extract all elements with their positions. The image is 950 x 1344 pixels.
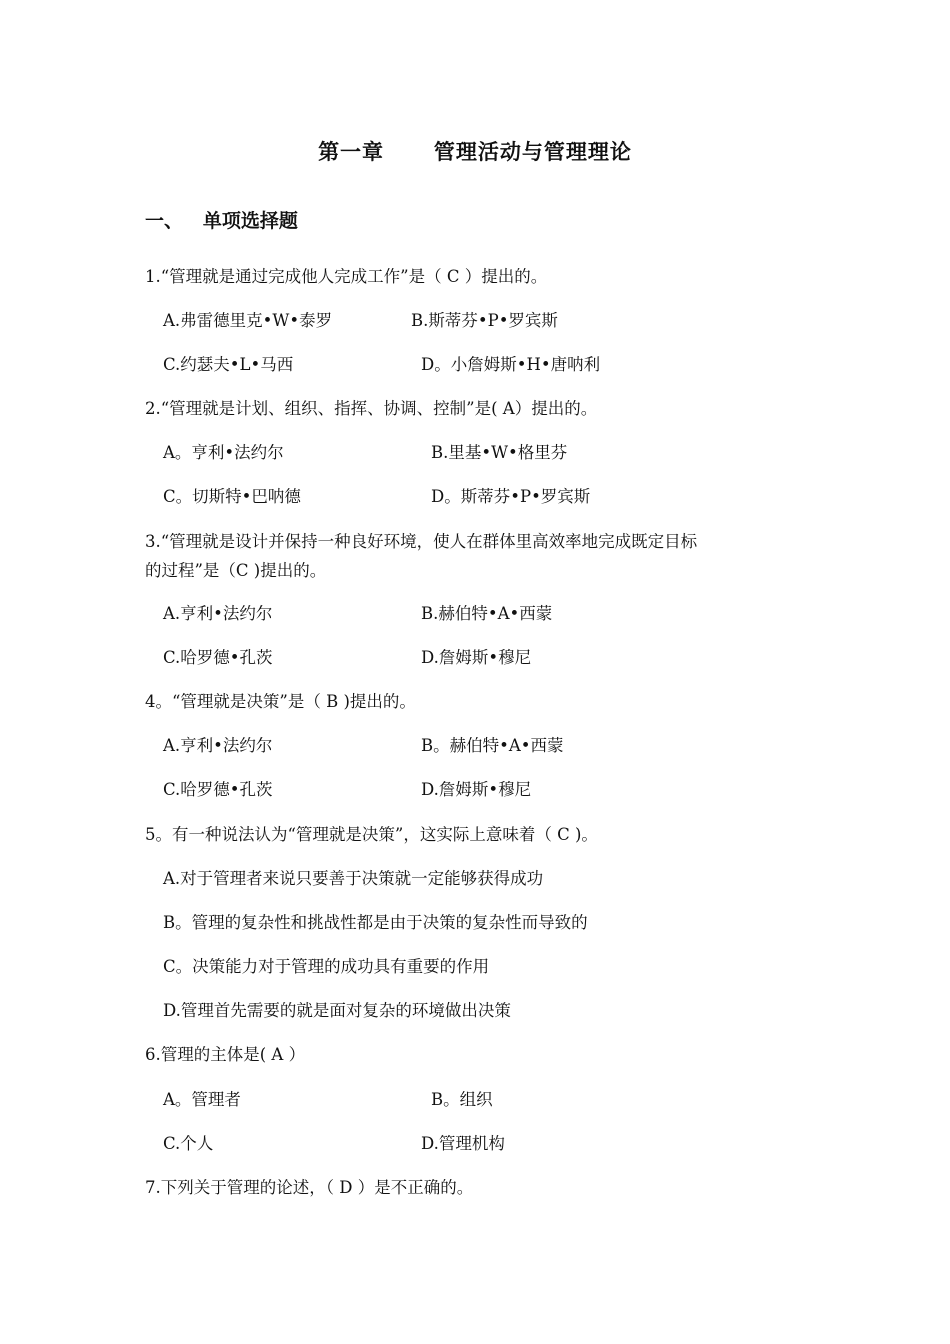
question-3-stem-line-1: 3.“管理就是设计并保持一种良好环境，使人在群体里高效率地完成既定目标: [145, 532, 698, 551]
question-1-option-c: C.约瑟夫•L•马西: [163, 355, 294, 374]
question-6-option-c: C.个人: [163, 1134, 214, 1153]
question-6-stem: 6.管理的主体是( A ）: [145, 1045, 306, 1064]
question-5-option-a: A.对于管理者来说只要善于决策就一定能够获得成功: [163, 869, 544, 888]
question-2-option-b: B.里基•W•格里芬: [431, 443, 568, 462]
question-2-option-a: A。亨利•法约尔: [163, 443, 284, 462]
question-3-option-c: C.哈罗德•孔茨: [163, 648, 273, 667]
question-1-option-b: B.斯蒂芬•P•罗宾斯: [411, 311, 558, 330]
question-3-option-a: A.亨利•法约尔: [163, 604, 273, 623]
question-3-stem-line-2: 的过程”是（C )提出的。: [145, 561, 327, 580]
question-4-option-b: B。赫伯特•A•西蒙: [421, 736, 564, 755]
question-5-option-d: D.管理首先需要的就是面对复杂的环境做出决策: [163, 1001, 511, 1020]
question-6-option-d: D.管理机构: [421, 1134, 505, 1153]
question-5-option-c: C。决策能力对于管理的成功具有重要的作用: [163, 957, 490, 976]
question-4-option-d: D.詹姆斯•穆尼: [421, 780, 532, 799]
question-2-option-d: D。斯蒂芬•P•罗宾斯: [431, 487, 591, 506]
question-4-stem: 4。“管理就是决策”是（ B )提出的。: [145, 692, 416, 711]
question-1-stem: 1.“管理就是通过完成他人完成工作”是（ C ）提出的。: [145, 267, 548, 286]
question-1-option-a: A.弗雷德里克•W•泰罗: [163, 311, 333, 330]
question-6-option-a: A。管理者: [163, 1090, 241, 1109]
question-5-stem: 5。有一种说法认为“管理就是决策”，这实际上意味着（ C )。: [145, 825, 598, 844]
question-2-option-c: C。切斯特•巴呐德: [163, 487, 301, 506]
question-2-stem: 2.“管理就是计划、组织、指挥、协调、控制”是( A）提出的。: [145, 399, 598, 418]
question-3-option-b: B.赫伯特•A•西蒙: [421, 604, 553, 623]
section-title: 一、 单项选择题: [145, 210, 298, 232]
question-7-stem: 7.下列关于管理的论述，（ D ）是不正确的。: [145, 1178, 474, 1197]
question-4-option-a: A.亨利•法约尔: [163, 736, 273, 755]
question-5-option-b: B。管理的复杂性和挑战性都是由于决策的复杂性而导致的: [163, 913, 588, 932]
question-3-option-d: D.詹姆斯•穆尼: [421, 648, 532, 667]
question-4-option-c: C.哈罗德•孔茨: [163, 780, 273, 799]
question-1-option-d: D。小詹姆斯•H•唐呐利: [421, 355, 601, 374]
question-6-option-b: B。组织: [431, 1090, 493, 1109]
chapter-title: 第一章 管理活动与管理理论: [318, 140, 632, 164]
